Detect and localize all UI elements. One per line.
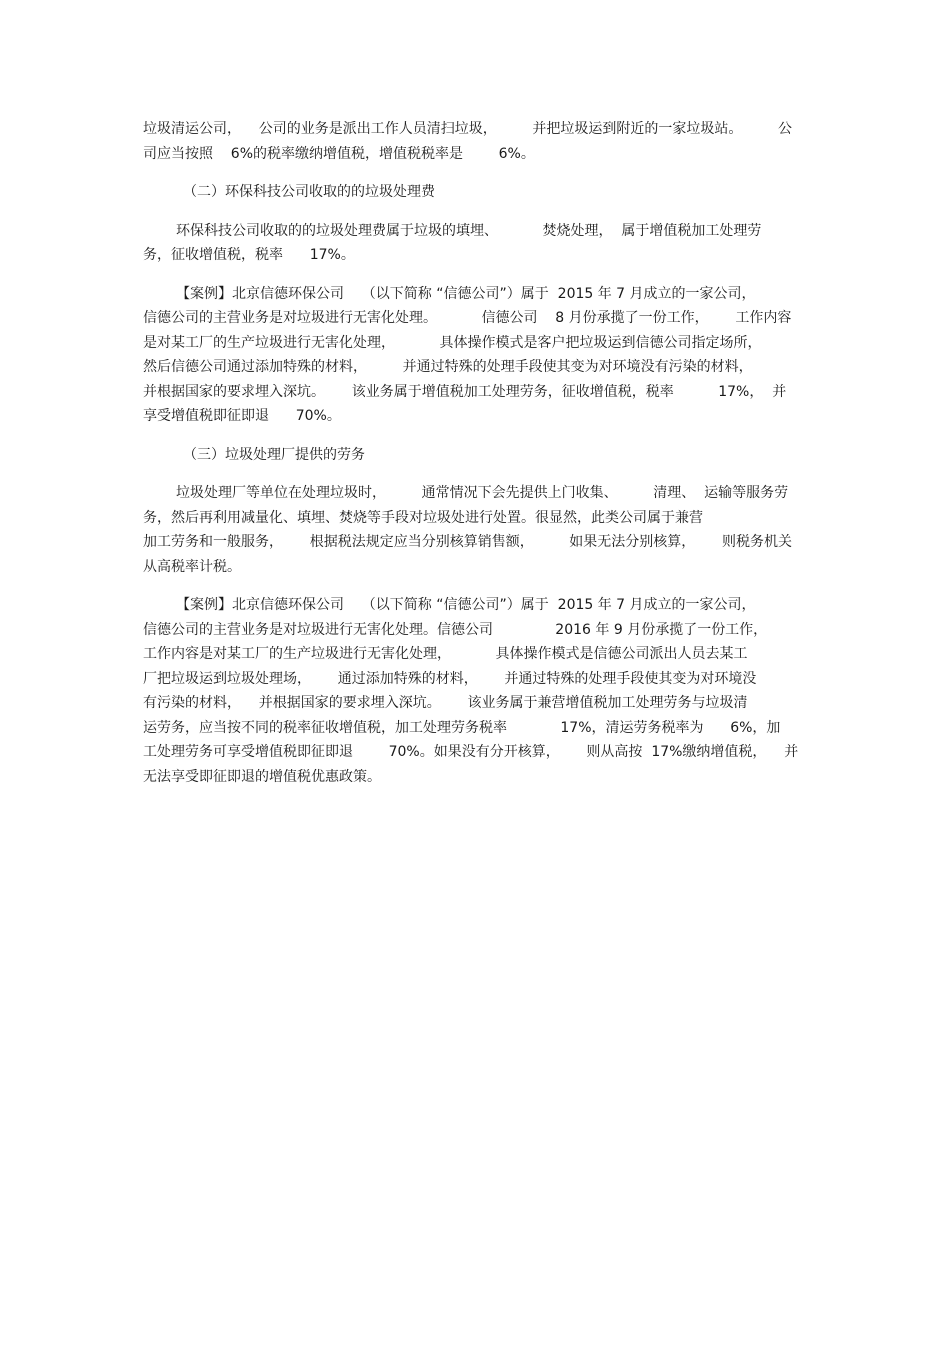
section-heading-2 (143, 180, 810, 205)
text-line: 加工劳务和一般服务， 根据税法规定应当分别核算销售额， 如果无法分别核算， 则税务机关 (143, 534, 793, 550)
text-line: 是对某工厂的生产垃圾进行无害化处理， 具体操作模式是客户把垃圾运到信德公司指定场所， (143, 334, 762, 351)
text-line: 并根据国家的要求埋入深坑。 该业务属于增值税加工处理劳务，征收增值税，税率 17%， 并 (143, 383, 787, 400)
text-line: 从高税率计税。 (143, 558, 241, 575)
heading-text: （三）垃圾处理厂提供的劳务 (183, 446, 365, 463)
text-line: 环保科技公司收取的的垃圾处理费属于垃圾的填埋、 焚烧处理， 属于增值税加工处理劳 (176, 222, 762, 239)
paragraph-case-1 (143, 282, 810, 429)
text-line: 工处理劳务可享受增值税即征即退 70%。如果没有分开核算， 则从高按 17%缴纳增值税， 并 (143, 744, 799, 760)
text-line: 司应当按照 6%的税率缴纳增值税，增值税税率是 6%。 (143, 145, 535, 162)
paragraph-treatment-plant (143, 481, 810, 579)
text-line: 【案例】北京信德环保公司 （以下简称 “信德公司”）属于 2015 年 7 月成立的一家公司， (176, 597, 756, 613)
heading-text: （二）环保科技公司收取的的垃圾处理费 (183, 184, 435, 200)
section-heading-3 (143, 443, 810, 468)
text-line: 无法享受即征即退的增值税优惠政策。 (143, 768, 381, 785)
text-line: 垃圾处理厂等单位在处理垃圾时， 通常情况下会先提供上门收集、 清理、 运输等服务劳 (176, 485, 789, 501)
document-page (143, 117, 810, 789)
text-line: 务，然后再利用减量化、填埋、焚烧等手段对垃圾处进行处置。很显然，此类公司属于兼营 (143, 509, 703, 526)
text-line: 垃圾清运公司， 公司的业务是派出工作人员清扫垃圾， 并把垃圾运到附近的一家垃圾站。 公 (143, 121, 793, 137)
text-line: 工作内容是对某工厂的生产垃圾进行无害化处理， 具体操作模式是信德公司派出人员去某工 (143, 646, 748, 662)
text-line: 【案例】北京信德环保公司 （以下简称 “信德公司”）属于 2015 年 7 月成立的一家公司， (176, 285, 756, 302)
paragraph-case-2 (143, 593, 810, 789)
text-line: 务，征收增值税，税率 17%。 (143, 247, 355, 263)
text-line: 有污染的材料， 并根据国家的要求埋入深坑。 该业务属于兼营增值税加工处理劳务与垃圾清 (143, 695, 748, 711)
paragraph-processing-fee (143, 219, 810, 268)
text-line: 信德公司的主营业务是对垃圾进行无害化处理。 信德公司 8 月份承揽了一份工作， 工作内容 (143, 310, 792, 326)
paragraph-garbage-transport (143, 117, 810, 166)
text-line: 然后信德公司通过添加特殊的材料， 并通过特殊的处理手段使其变为对环境没有污染的材料， (143, 359, 753, 375)
text-line: 信德公司的主营业务是对垃圾进行无害化处理。信德公司 2016 年 9 月份承揽了一份工作， (143, 621, 768, 638)
text-line: 厂把垃圾运到垃圾处理场， 通过添加特殊的材料， 并通过特殊的处理手段使其变为对环境没 (143, 670, 757, 687)
text-line: 运劳务，应当按不同的税率征收增值税，加工处理劳务税率 17%，清运劳务税率为 6%，加 (143, 719, 781, 736)
text-line: 享受增值税即征即退 70%。 (143, 408, 341, 424)
